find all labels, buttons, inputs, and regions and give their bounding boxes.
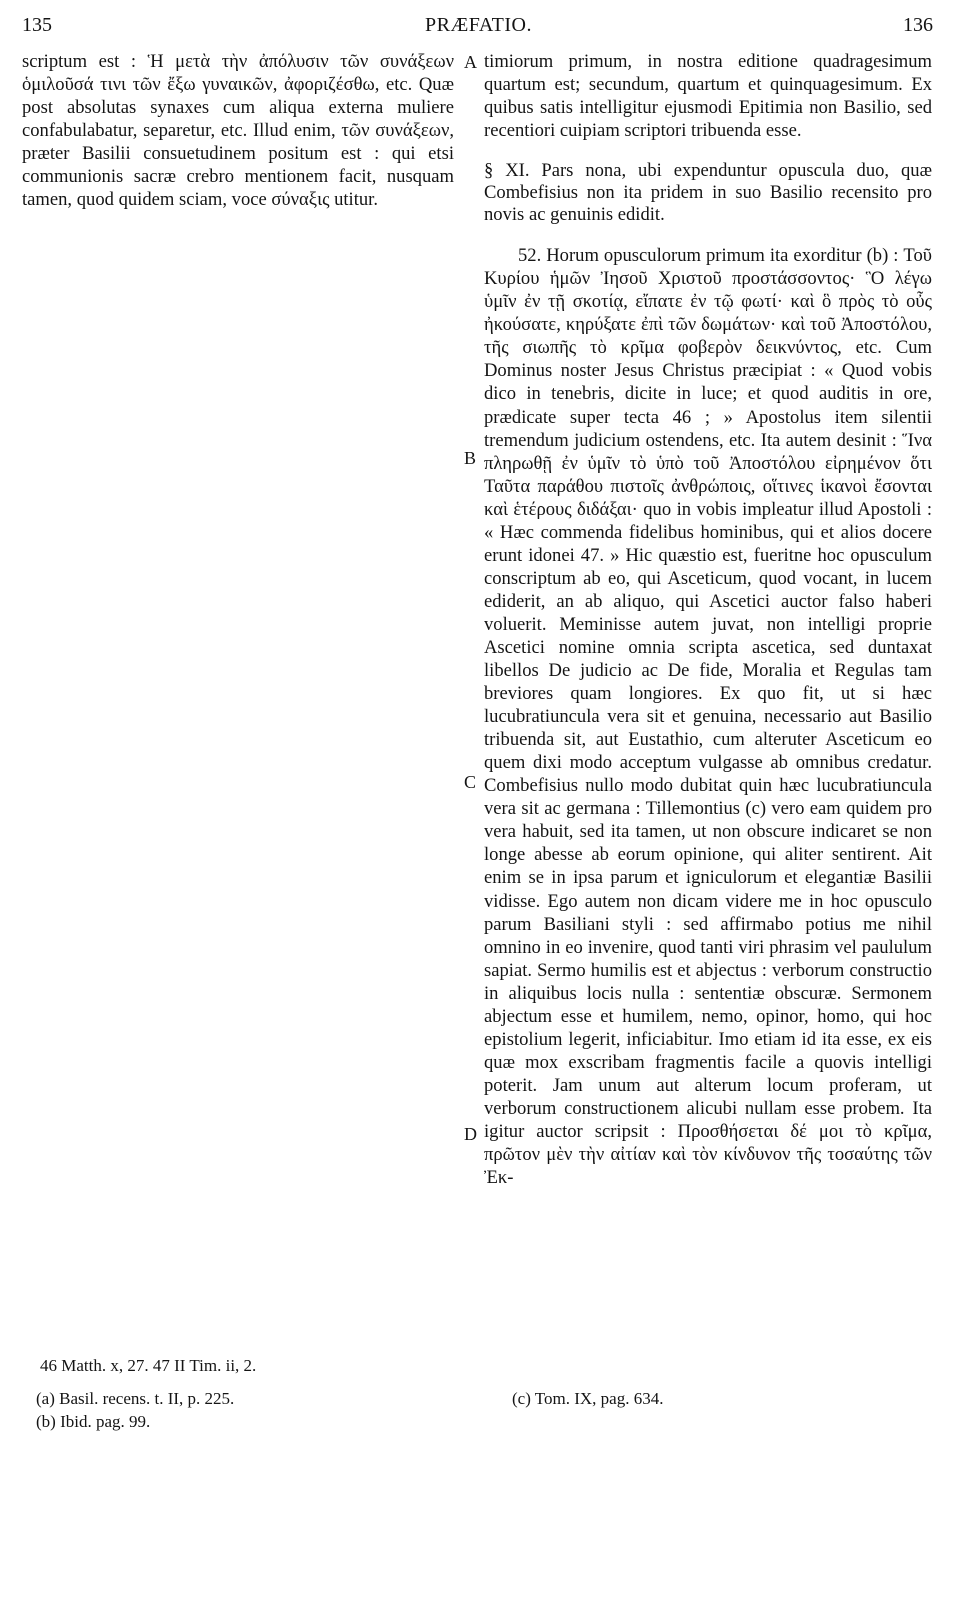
left-paragraph-1: scriptum est : Ἡ μετὰ τὴν ἀπόλυσιν τῶν συνάξεων ὁμιλοῦσά τινι τῶν ἔξω γυναικῶν, ἀφοριζέσθω, etc. Quæ post absolutas synaxes cum aliqua externa muliere confabulabatur, separetur, etc. Illud enim, τῶν συνάξεων, præter Basilii consuetudinem positum est : qui etsi communionis sacræ crebro mentionem facit, nusquam tamen, quod quidem sciam, voce σύναξις utitur. [22, 51, 454, 211]
footnote-c: (c) Tom. IX, pag. 634. [512, 1389, 664, 1408]
running-title: PRÆFATIO. [425, 14, 532, 36]
page-number-right: 136 [903, 14, 933, 36]
footnote-scripture: 46 Matth. x, 27. 47 II Tim. ii, 2. [40, 1356, 257, 1375]
right-column [484, 50, 932, 1189]
page-header [0, 14, 957, 42]
margin-letter-b: B [464, 448, 477, 468]
margin-letter-a: A [464, 52, 477, 72]
margin-letter-c: C [464, 772, 477, 792]
footnote-a: (a) Basil. recens. t. II, p. 225. [36, 1389, 235, 1408]
right-continuation: timiorum primum, in nostra editione quadragesimum quartum est; secundum, quartum et quinquagesimum. Ex quibus satis intelligitur ejusmodi Epitimia non Basilio, sed recentiori cuipiam scriptori tribuenda esse. [484, 51, 932, 142]
section-heading: § XI. Pars nona, ubi expenduntur opuscula duo, quæ Combefisius non ita pridem in suo Basilio recensito pro novis ac genuinis edidit. [484, 160, 932, 226]
paragraph-52: 52. Horum opusculorum primum ita exorditur (b) : Τοῦ Κυρίου ἡμῶν Ἰησοῦ Χριστοῦ προστάσσοντος· Ὃ λέγω ὑμῖν ἐν τῇ σκοτίᾳ, εἴπατε ἐν τῷ φωτί· καὶ ὃ πρὸς τὸ οὖς ἠκούσατε, κηρύξατε ἐπὶ τῶν δωμάτων· καὶ τοῦ Ἀποστόλου, τῆς σιωπῆς τὸ κρῖμα φοβερὸν δεικνύντος, etc. Cum Dominus noster Jesus Christus præcipiat : « Quod vobis dico in tenebris, dicite in luce; et quod auditis in ore, prædicate super tecta 46 ; » Apostolus item silentii tremendum judicium ostendens, etc. Ita autem desinit : Ἵνα πληρωθῇ ἐν ὑμῖν τὸ ὑπὸ τοῦ Ἀποστόλου εἰρημένον ὅτι Ταῦτα παράθου πιστοῖς ἀνθρώποις, οἵτινες ἱκανοὶ ἔσονται καὶ ἑτέρους διδάξαι· quo in vobis impleatur illud Apostoli : « Hæc commenda fidelibus hominibus, qui et alios docere erunt idonei 47. » Hic quæstio est, fueritne hoc opusculum conscriptum ab eo, qui Asceticum, quod vocant, in lucem ediderit, an ab aliquo, qui Ascetici auctor falso haberi voluerit. Meminisse autem juvat, non intelligi proprie Ascetici nomine omnia scripta ascetica, sed duntaxat libellos De judicio ac De fide, Moralia et Regulas tam breviores quam longiores. Ex quo fit, ut si hæc lucubratiuncula vera sit et genuina, necessario aut Basilio tribuenda sit, aut Eustathio, cum alteruter Asceticum eo quem dixi modo acceptum vulgasse ab omnibus credatur. Combefisius nullo modo dubitat quin hæc lucubratiuncula vera sit ac germana : Tillemontius (c) vero eam quidem pro vera habuit, sed ita tamen, ut non obscure indicaret se non longe abesse ab eorum opinione, qui aliter sentirent. Ait enim se in ipsa parum et igniculorum et elegantiæ Basilii vidisse. Ego autem non dicam videre me in hoc opusculo parum Basiliani styli : sed affirmabo potius me nihil omnino in eo invenire, quod tanti viri phrasim vel paululum sapiat. Sermo humilis est et abjectus : verborum constructio in aliquibus locis nulla : sententiæ obscuræ. Sermonem abjectum esse et humilem, nemo, opinor, homo, qui hoc epistolium legerit, inficiabitur. Imo etiam id ita esse, ex eis quæ mox exscribam fragmentis facile a quovis intelligi poterit. Jam unum aut alterum locum proferam, ut verborum constructionem alicubi nullam esse probem. Ita igitur auctor scripsit : Προσθήσεται δέ μοι τὸ κρῖμα, πρῶτον μὲν τὴν αἰτίαν καὶ τὸν κίνδυνον τῆς τοσαύτης τῶν Ἐκ- [484, 245, 932, 1189]
margin-letter-d: D [464, 1124, 477, 1144]
footnote-b: (b) Ibid. pag. 99. [36, 1412, 151, 1431]
left-column [22, 50, 454, 211]
page-number-left: 135 [22, 14, 52, 36]
